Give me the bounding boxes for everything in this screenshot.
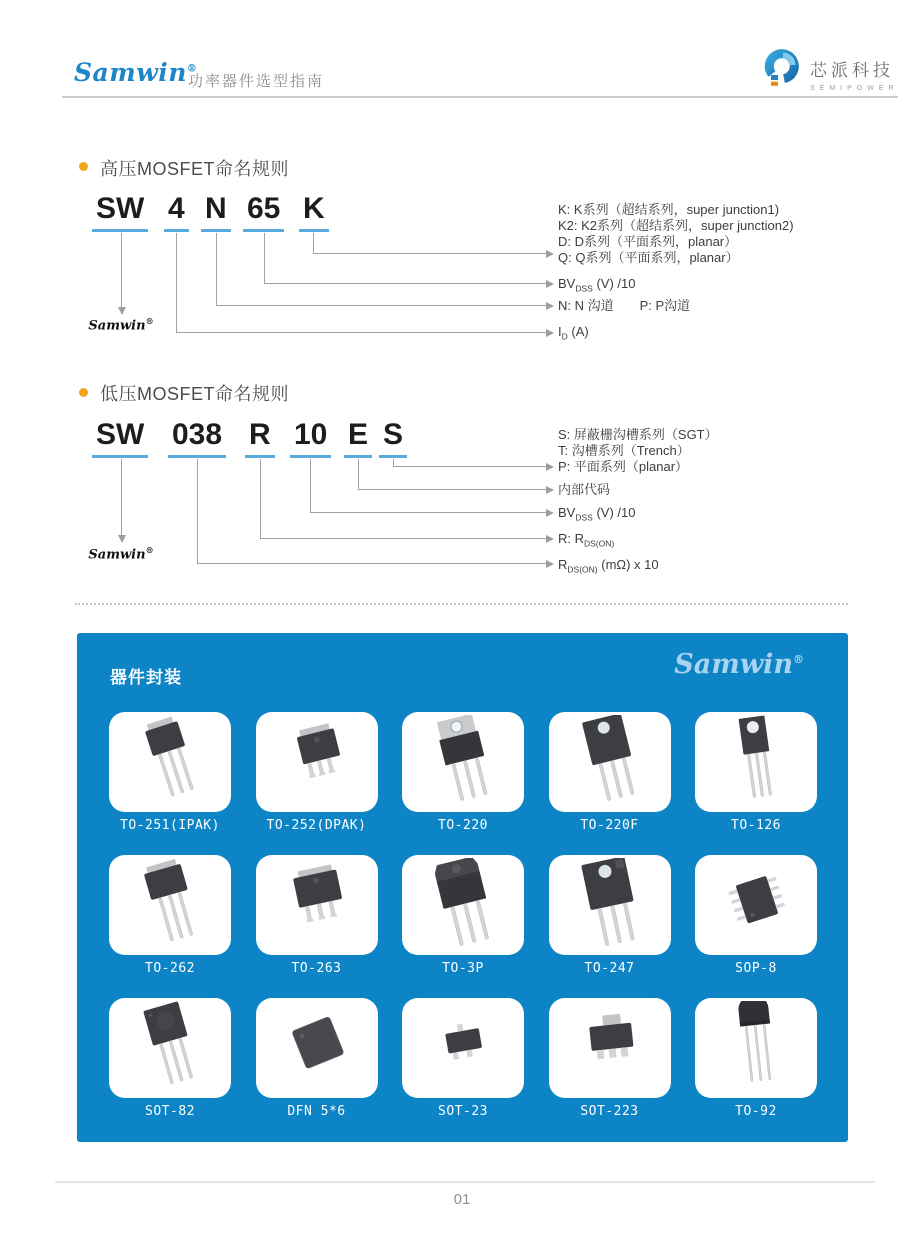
package-card [695,998,817,1098]
section-title-low-voltage: 低压MOSFET命名规则 [100,384,289,404]
package-sop-8-icon [709,858,803,953]
header-divider [62,96,898,98]
code-segment: 4 [164,192,189,232]
package-to-92-icon [709,1001,803,1096]
arrow-right-icon [546,486,554,494]
package-card [109,855,231,955]
package-card [402,855,524,955]
package-to-220-icon [416,715,510,810]
connector-line [310,459,311,512]
package-label: SOP-8 [735,961,777,976]
section-title-high-voltage: 高压MOSFET命名规则 [100,159,289,179]
brand-label: Samwin® [88,316,154,334]
connector-line [176,332,546,333]
packages-panel [77,633,848,1142]
panel-samwin-logo: Samwin® [674,649,804,680]
package-card [256,712,378,812]
package-card [109,712,231,812]
package-label: TO-3P [442,961,484,976]
code-segment: S [379,418,407,458]
annotation-text: K: K系列（超结系列，super junction1) K2: K2系列（超结系列，super junction2) D: D系列（平面系列，planar） Q: Q系列（平面系列，planar） [558,202,794,265]
arrow-right-icon [546,463,554,471]
connector-line [121,233,122,307]
package-to-262-icon [123,858,217,953]
package-sot-223-icon [563,1001,657,1096]
connector-line [197,459,198,563]
package-card [549,998,671,1098]
packages-panel-title: 器件封装 [110,668,182,687]
package-to-252-dpak-icon [270,715,364,810]
connector-line [264,233,265,283]
arrow-right-icon [546,509,554,517]
package-to-247-icon [563,858,657,953]
connector-line [313,253,546,254]
connector-line [216,233,217,305]
annotation-text: S: 屏蔽栅沟槽系列（SGT） T: 沟槽系列（Trench） P: 平面系列（planar） [558,427,718,474]
annotation-text: $R_{DS(ON)}$ (mΩ) x 10 [558,557,659,575]
arrow-down-icon [118,307,126,315]
package-label: SOT-223 [580,1104,639,1119]
code-segment: SW [92,418,148,458]
package-sot-23-icon [416,1001,510,1096]
code-segment: R [245,418,275,458]
connector-line [358,459,359,489]
annotation-text: 内部代码 [558,482,611,497]
samwin-logo: Samwin® [74,58,198,87]
brand-label: Samwin® [88,545,154,563]
arrow-right-icon [546,250,554,258]
arrow-right-icon [546,280,554,288]
package-label: DFN 5*6 [287,1104,346,1119]
package-to-3p-icon [416,858,510,953]
code-segment: N [201,192,231,232]
connector-line [197,563,546,564]
connector-line [216,305,546,306]
connector-line [260,459,261,538]
connector-line [121,459,122,535]
package-card [256,998,378,1098]
page-title: 功率器件选型指南 [188,73,325,90]
connector-line [264,283,546,284]
logo-chinese-name: 芯派科技 [810,61,894,80]
arrow-right-icon [546,302,554,310]
package-card [109,998,231,1098]
semipower-logo [762,48,899,97]
package-label: TO-247 [584,961,635,976]
code-segment: 65 [243,192,284,232]
package-to-126-icon [709,715,803,810]
connector-line [176,233,177,332]
package-label: SOT-23 [438,1104,488,1119]
code-segment: 038 [168,418,226,458]
connector-line [358,489,546,490]
connector-line [310,512,546,513]
logo-english-name: SEMIPOWER [810,85,899,92]
page-number: 01 [453,1191,471,1208]
arrow-right-icon [546,329,554,337]
package-card [549,712,671,812]
registered-mark: ® [186,63,198,75]
package-label: TO-220F [580,818,639,833]
package-label: TO-252(DPAK) [266,818,367,833]
package-label: TO-220 [438,818,488,833]
annotation-text: $BV_{DSS}$ (V) /10 [558,276,636,294]
package-label: TO-262 [145,961,195,976]
arrow-right-icon [546,535,554,543]
package-dfn-5-6-icon [270,1001,364,1096]
package-to-251-ipak-icon [123,715,217,810]
package-label: TO-263 [291,961,342,976]
connector-line [313,233,314,253]
annotation-text: N: N 沟道 P: P沟道 [558,298,691,313]
package-card [695,855,817,955]
section-bullet-icon [79,388,88,397]
package-to-220f-icon [563,715,657,810]
code-segment: E [344,418,372,458]
package-sot-82-icon [123,1001,217,1096]
code-segment: 10 [290,418,331,458]
package-label: TO-92 [735,1104,777,1119]
package-card [256,855,378,955]
connector-line [393,459,394,466]
code-segment: SW [92,192,148,232]
annotation-text: $I_D$ (A) [558,324,589,342]
annotation-text: R: $R_{DS(ON)}$ [558,531,615,549]
connector-line [393,466,546,467]
package-card [402,998,524,1098]
arrow-down-icon [118,535,126,543]
code-segment: K [299,192,329,232]
semipower-p-icon [762,48,802,97]
annotation-text: $BV_{DSS}$ (V) /10 [558,505,636,523]
package-card [402,712,524,812]
package-card [549,855,671,955]
package-card [695,712,817,812]
arrow-right-icon [546,560,554,568]
package-to-263-icon [270,858,364,953]
package-label: SOT-82 [145,1104,195,1119]
footer-divider [55,1181,875,1183]
connector-line [260,538,546,539]
package-label: TO-126 [731,818,781,833]
package-label: TO-251(IPAK) [120,818,220,833]
section-bullet-icon [79,162,88,171]
dotted-divider [75,603,848,605]
